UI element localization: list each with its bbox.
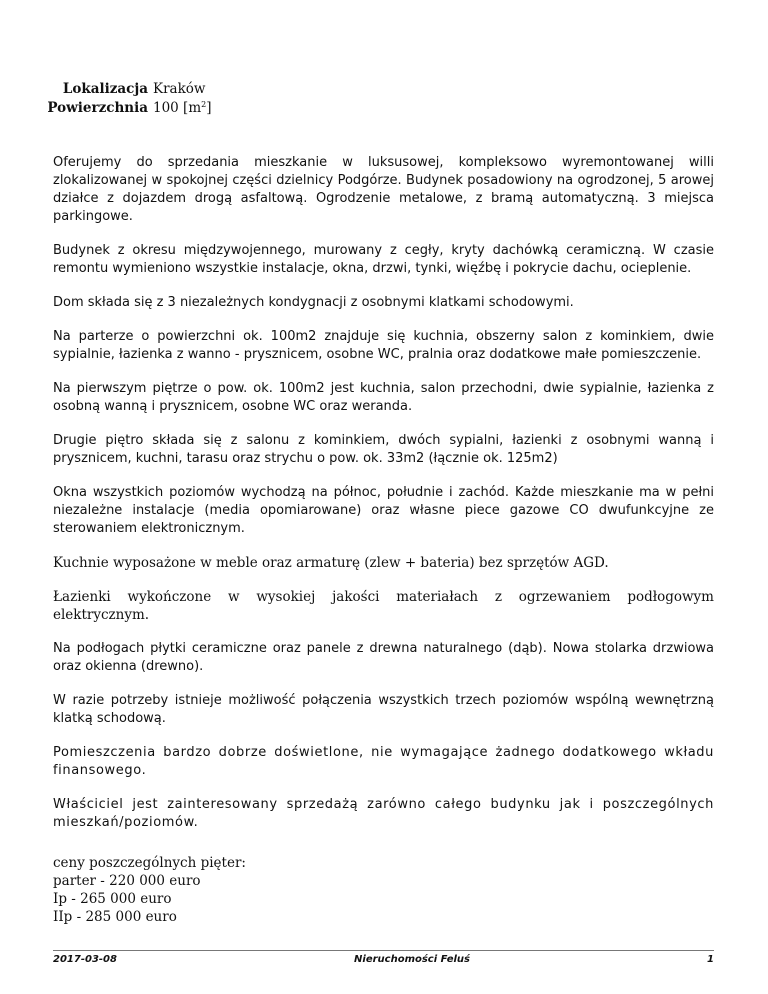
area-unit-close: ] bbox=[206, 100, 212, 116]
description-paragraph: Budynek z okresu międzywojennego, murowany z cegły, kryty dachówką ceramiczną. W czasie remontu wymieniono wszystkie instalacje, okna, drzwi, tynki, więźbę i pokrycie dachu, ocieplenie. bbox=[53, 243, 714, 276]
description-paragraph: W razie potrzeby istnieje możliwość połączenia wszystkich trzech poziomów wspólną wewnętrzną klatką schodową. bbox=[53, 693, 714, 726]
location-row bbox=[0, 80, 212, 99]
description-paragraph: Kuchnie wyposażone w meble oraz armaturę (zlew + bateria) bez sprzętów AGD. bbox=[53, 555, 609, 571]
footer-date: 2017-03-08 bbox=[53, 954, 117, 965]
property-summary bbox=[0, 80, 212, 118]
location-value: Kraków bbox=[153, 81, 206, 97]
location-label: Lokalizacja bbox=[62, 81, 148, 97]
description-paragraph: Łazienki wykończone w wysokiej jakości materiałach z ogrzewaniem podłogowym elektrycznym. bbox=[53, 589, 714, 623]
footer-page-number: 1 bbox=[707, 954, 714, 965]
area-unit-superscript: 2 bbox=[201, 100, 207, 109]
description-paragraph: Na parterze o powierzchni ok. 100m2 znajduje się kuchnia, obszerny salon z kominkiem, dwie sypialnie, łazienka z wanno - prysznicem, osobne WC, pralnia oraz dodatkowe małe pomieszczenie. bbox=[53, 329, 714, 362]
description-paragraph: Na podłogach płytki ceramiczne oraz panele z drewna naturalnego (dąb). Nowa stolarka drzwiowa oraz okienna (drewno). bbox=[53, 641, 714, 674]
price-ground-floor: parter - 220 000 euro bbox=[53, 873, 201, 889]
area-label: Powierzchnia bbox=[47, 100, 148, 116]
description-paragraph: Właściciel jest zainteresowany sprzedażą zarówno całego budynku jak i poszczególnych mieszkań/poziomów. bbox=[53, 797, 714, 830]
footer-agency: Nieruchomości Feluś bbox=[354, 954, 470, 965]
description-paragraph: Dom składa się z 3 niezależnych kondygnacji z osobnymi klatkami schodowymi. bbox=[53, 295, 574, 310]
area-row bbox=[0, 99, 212, 118]
description-paragraph: Okna wszystkich poziomów wychodzą na północ, południe i zachód. Każde mieszkanie ma w pełni niezależne instalacje (media opomiarowane) oraz własne piece gazowe CO dwufunkcyjne ze sterowaniem elektronicznym. bbox=[53, 485, 714, 536]
price-second-floor: IIp - 285 000 euro bbox=[53, 909, 177, 925]
price-first-floor: Ip - 265 000 euro bbox=[53, 891, 172, 907]
price-list bbox=[53, 854, 714, 926]
description-paragraph: Pomieszczenia bardzo dobrze doświetlone, nie wymagające żadnego dodatkowego wkładu finansowego. bbox=[53, 745, 714, 778]
price-list-heading: ceny poszczególnych pięter: bbox=[53, 855, 246, 871]
area-number: 100 [m bbox=[153, 100, 202, 116]
description-paragraph: Na pierwszym piętrze o pow. ok. 100m2 jest kuchnia, salon przechodni, dwie sypialnie, łazienka z osobną wanną i prysznicem, osobne WC oraz weranda. bbox=[53, 381, 714, 414]
description-paragraph: Drugie piętro składa się z salonu z kominkiem, dwóch sypialni, łazienki z osobnymi wanną i prysznicem, kuchni, tarasu oraz strychu o pow. ok. 33m2 (łącznie ok. 125m2) bbox=[53, 433, 714, 466]
area-value bbox=[153, 99, 212, 118]
description-paragraph: Oferujemy do sprzedania mieszkanie w luksusowej, kompleksowo wyremontowanej willi zlokalizowanej w spokojnej części dzielnicy Podgórze. Budynek posadowiony na ogrodzonej, 5 arowej działce z dojazdem drogą asfaltową. Ogrodzenie metalowe, z bramą automatyczną. 3 miejsca parkingowe. bbox=[53, 155, 714, 224]
property-description bbox=[53, 154, 714, 926]
page-footer bbox=[53, 950, 714, 965]
